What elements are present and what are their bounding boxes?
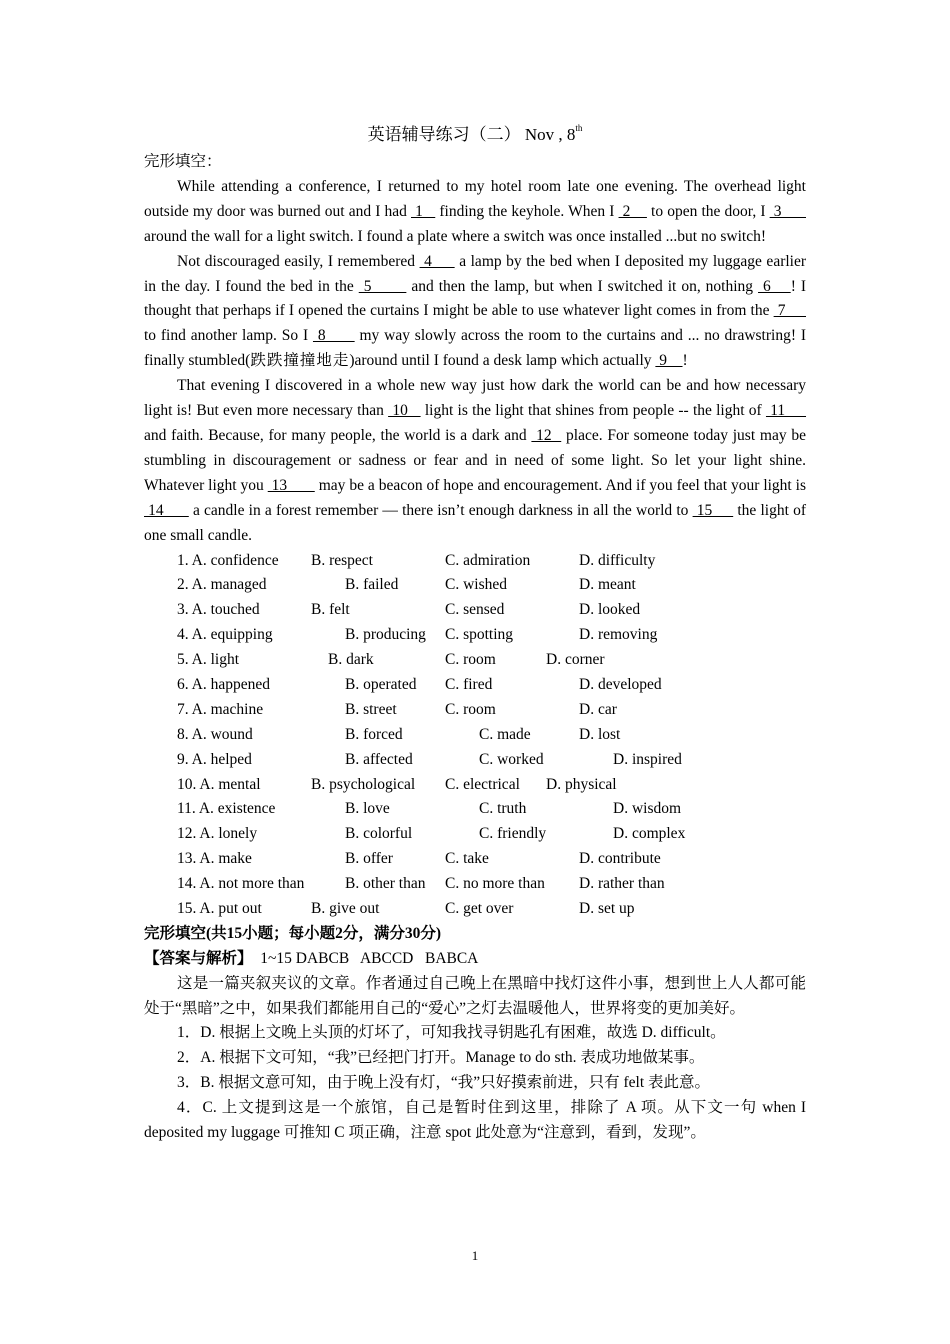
blank-1: 1 — [411, 202, 436, 220]
passage-paragraph-2: Not discouraged easily, I remembered 4 a lamp by the bed when I deposited my luggage earlier in the day. I found the bed in the 5 and then the lamp, but when I switched it on, nothing 6 ! I thought that perhaps if I opened the curtains I might be able to use whatever light comes in from the 7 to find another lamp. So I 8 my way slowly across the room to the curtains and ... no drawstring! I finally stumbled(跌跌撞撞地走)around until I found a desk lamp which actually 9 ! — [144, 252, 807, 370]
option-row: 10. A. mental B. psychological C. electrical D. physical — [177, 775, 617, 793]
blank-13: 13 — [267, 476, 315, 494]
blank-4: 4 — [419, 252, 455, 270]
option-row: 15. A. put out B. give out C. get over D. set up — [177, 899, 635, 917]
option-row: 9. A. helped B. affected C. worked D. inspired — [177, 750, 682, 768]
blank-10: 10 — [388, 402, 421, 420]
option-row: 2. A. managed B. failed C. wished D. meant — [177, 576, 636, 594]
chinese-gloss: 跌跌撞撞地走 — [250, 352, 350, 370]
option-row: 1. A. confidence B. respect C. admiration D. difficulty — [177, 551, 656, 569]
answer-label: 【答案与解析】 — [144, 949, 253, 967]
blank-12: 12 — [531, 426, 562, 444]
explanation-item: 1．D. 根据上文晚上头顶的灯坏了，可知我找寻钥匙孔有困难，故选 D. difficult。 — [177, 1024, 726, 1042]
document-page — [144, 122, 806, 1146]
blank-5: 5 — [358, 277, 407, 295]
section-label: 完形填空： — [144, 153, 222, 170]
option-row: 13. A. make B. offer C. take D. contribute — [177, 850, 661, 868]
explanation-item: 4．C. 上文提到这是一个旅馆，自己是暂时住到这里，排除了 A 项。从下文一句 when I deposited my luggage 可推知 C 项正确，注意 spot 此处意为“注意到，看到，发现”。 — [144, 1099, 806, 1142]
answer-keys: 1~15 DABCB ABCCD BABCA — [252, 949, 479, 967]
page-title: 英语辅导练习（二） Nov , 8th — [367, 123, 583, 144]
passage-paragraph-3: That evening I discovered in a whole new way just how dark the world can be and how necessary light is! But even more necessary than 10 light is the light that shines from people -- the light of 11 and faith. Because, for many people, the world is a dark and 12 place. For someone today just may be stumbling in discouragement or sadness or fear and in need of some light. So let your light shine. Whatever light you 13 may be a beacon of hope and encouragement. And if you feel that your light is 14 a candle in a forest remember — there isn’t enough darkness in all the world to 15 the light of one small candle. — [144, 377, 807, 544]
blank-6: 6 — [758, 277, 791, 295]
option-row: 12. A. lonely B. colorful C. friendly D. complex — [177, 825, 686, 843]
title-superscript: th — [575, 123, 583, 133]
page-number: 1 — [471, 1248, 479, 1263]
blank-8: 8 — [312, 327, 355, 345]
blank-14: 14 — [144, 501, 189, 519]
blank-15: 15 — [692, 501, 734, 519]
answer-line — [144, 947, 806, 972]
option-row: 4. A. equipping B. producing C. spotting D. removing — [177, 626, 658, 644]
option-row: 5. A. light B. dark C. room D. corner — [177, 651, 605, 669]
explanation-item: 3．B. 根据文意可知，由于晚上没有灯，“我”只好摸索前进，只有 felt 表此意。 — [177, 1074, 711, 1092]
option-row: 7. A. machine B. street C. room D. car — [177, 700, 617, 718]
options-list — [144, 549, 806, 922]
passage-paragraph-1: While attending a conference, I returned to my hotel room late one evening. The overhead light outside my door was burned out and I had 1 finding the keyhole. When I 2 to open the door, I 3 around the wall for a light switch. I found a plate where a switch was once installed ...but no switch! — [144, 177, 806, 245]
score-heading: 完形填空(共15小题；每小题2分，满分30分) — [144, 924, 442, 942]
blank-3: 3 — [769, 202, 806, 220]
option-row: 14. A. not more than B. other than C. no more than D. rather than — [177, 875, 665, 893]
blank-11: 11 — [765, 402, 807, 420]
option-row: 3. A. touched B. felt C. sensed D. looked — [177, 601, 641, 619]
option-row: 8. A. wound B. forced C. made D. lost — [177, 725, 621, 743]
blank-7: 7 — [773, 302, 806, 320]
option-row: 6. A. happened B. operated C. fired D. developed — [177, 675, 662, 693]
blank-9: 9 — [655, 352, 683, 370]
explanation-paragraph: 这是一篇夹叙夹议的文章。作者通过自己晚上在黑暗中找灯这件小事，想到世上人人都可能处于“黑暗”之中，如果我们都能用自己的“爱心”之灯去温暖他人，世界将变的更加美好。 — [144, 974, 806, 1017]
option-row: 11. A. existence B. love C. truth D. wisdom — [177, 800, 682, 818]
explanation-item: 2．A. 根据下文可知，“我”已经把门打开。Manage to do sth. 表成功地做某事。 — [177, 1049, 705, 1067]
blank-2: 2 — [618, 202, 647, 220]
